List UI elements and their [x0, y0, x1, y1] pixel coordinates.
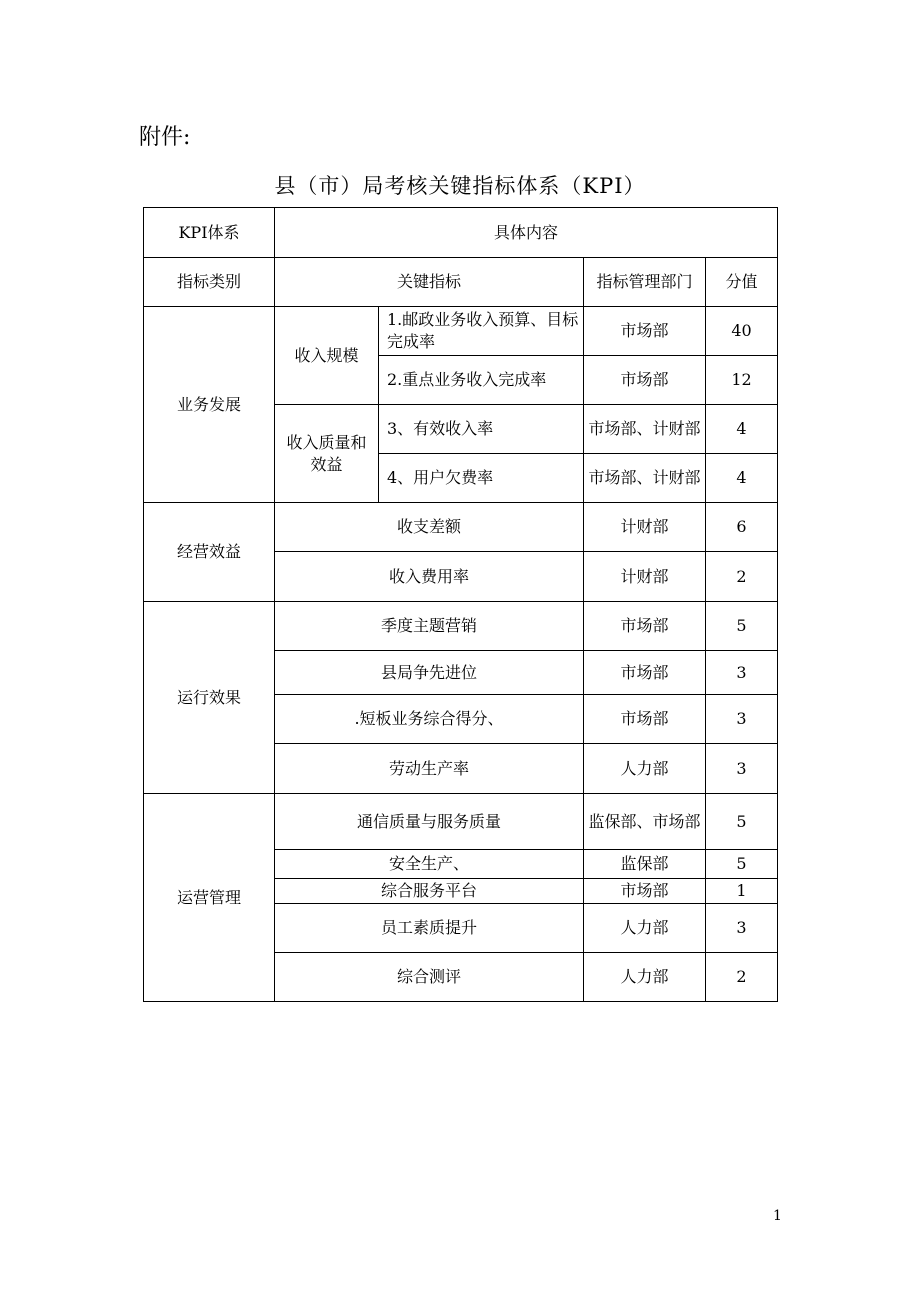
indicator-cell: 收入费用率: [275, 552, 584, 602]
indicator-cell: 安全生产、: [275, 850, 584, 879]
indicator-cell: 县局争先进位: [275, 651, 584, 695]
dept-cell: 市场部: [584, 307, 706, 356]
score-cell: 3: [706, 651, 778, 695]
dept-cell: 计财部: [584, 503, 706, 552]
score-cell: 2: [706, 552, 778, 602]
score-cell: 2: [706, 953, 778, 1002]
score-cell: 3: [706, 695, 778, 744]
dept-cell: 人力部: [584, 904, 706, 953]
dept-cell: 市场部: [584, 651, 706, 695]
score-cell: 40: [706, 307, 778, 356]
indicator-cell: 综合服务平台: [275, 879, 584, 904]
indicator-cell: 2.重点业务收入完成率: [379, 356, 584, 405]
category-operation-effect: 运行效果: [144, 602, 275, 794]
dept-cell: 市场部: [584, 602, 706, 651]
header-indicator-category: 指标类别: [144, 258, 275, 307]
score-cell: 12: [706, 356, 778, 405]
score-cell: 5: [706, 850, 778, 879]
table-row: [144, 307, 778, 356]
score-cell: 4: [706, 454, 778, 503]
header-specific-content: 具体内容: [275, 208, 778, 258]
table-row: [144, 602, 778, 651]
dept-cell: 人力部: [584, 953, 706, 1002]
score-cell: 5: [706, 794, 778, 850]
category-business: 业务发展: [144, 307, 275, 503]
indicator-cell: 员工素质提升: [275, 904, 584, 953]
dept-cell: 市场部: [584, 879, 706, 904]
table-row: [144, 794, 778, 850]
header-mgmt-dept: 指标管理部门: [584, 258, 706, 307]
indicator-cell: 季度主题营销: [275, 602, 584, 651]
category-operating-benefit: 经营效益: [144, 503, 275, 602]
indicator-cell: 3、有效收入率: [379, 405, 584, 454]
dept-cell: 市场部、计财部: [584, 454, 706, 503]
kpi-table: [143, 207, 778, 1002]
score-cell: 5: [706, 602, 778, 651]
dept-cell: 监保部、市场部: [584, 794, 706, 850]
table-row: [144, 503, 778, 552]
attachment-label: 附件:: [139, 125, 191, 150]
table-header-row: [144, 208, 778, 258]
dept-cell: 计财部: [584, 552, 706, 602]
indicator-cell: 4、用户欠费率: [379, 454, 584, 503]
category-operation-mgmt: 运营管理: [144, 794, 275, 1002]
dept-cell: 市场部: [584, 695, 706, 744]
indicator-cell: 1.邮政业务收入预算、目标完成率: [379, 307, 584, 356]
table-header-row: [144, 258, 778, 307]
dept-cell: 市场部、计财部: [584, 405, 706, 454]
indicator-cell: 劳动生产率: [275, 744, 584, 794]
score-cell: 4: [706, 405, 778, 454]
score-cell: 1: [706, 879, 778, 904]
header-kpi-system: KPI体系: [144, 208, 275, 258]
dept-cell: 人力部: [584, 744, 706, 794]
dept-cell: 市场部: [584, 356, 706, 405]
header-key-indicator: 关键指标: [275, 258, 584, 307]
score-cell: 3: [706, 904, 778, 953]
subcategory-revenue-quality: 收入质量和效益: [275, 405, 379, 503]
page-number: 1: [773, 1208, 782, 1224]
indicator-cell: 收支差额: [275, 503, 584, 552]
indicator-cell: .短板业务综合得分、: [275, 695, 584, 744]
indicator-cell: 综合测评: [275, 953, 584, 1002]
score-cell: 6: [706, 503, 778, 552]
indicator-cell: 通信质量与服务质量: [275, 794, 584, 850]
score-cell: 3: [706, 744, 778, 794]
subcategory-revenue-scale: 收入规模: [275, 307, 379, 405]
document-title: 县（市）局考核关键指标体系（KPI）: [274, 174, 646, 198]
dept-cell: 监保部: [584, 850, 706, 879]
header-score: 分值: [706, 258, 778, 307]
